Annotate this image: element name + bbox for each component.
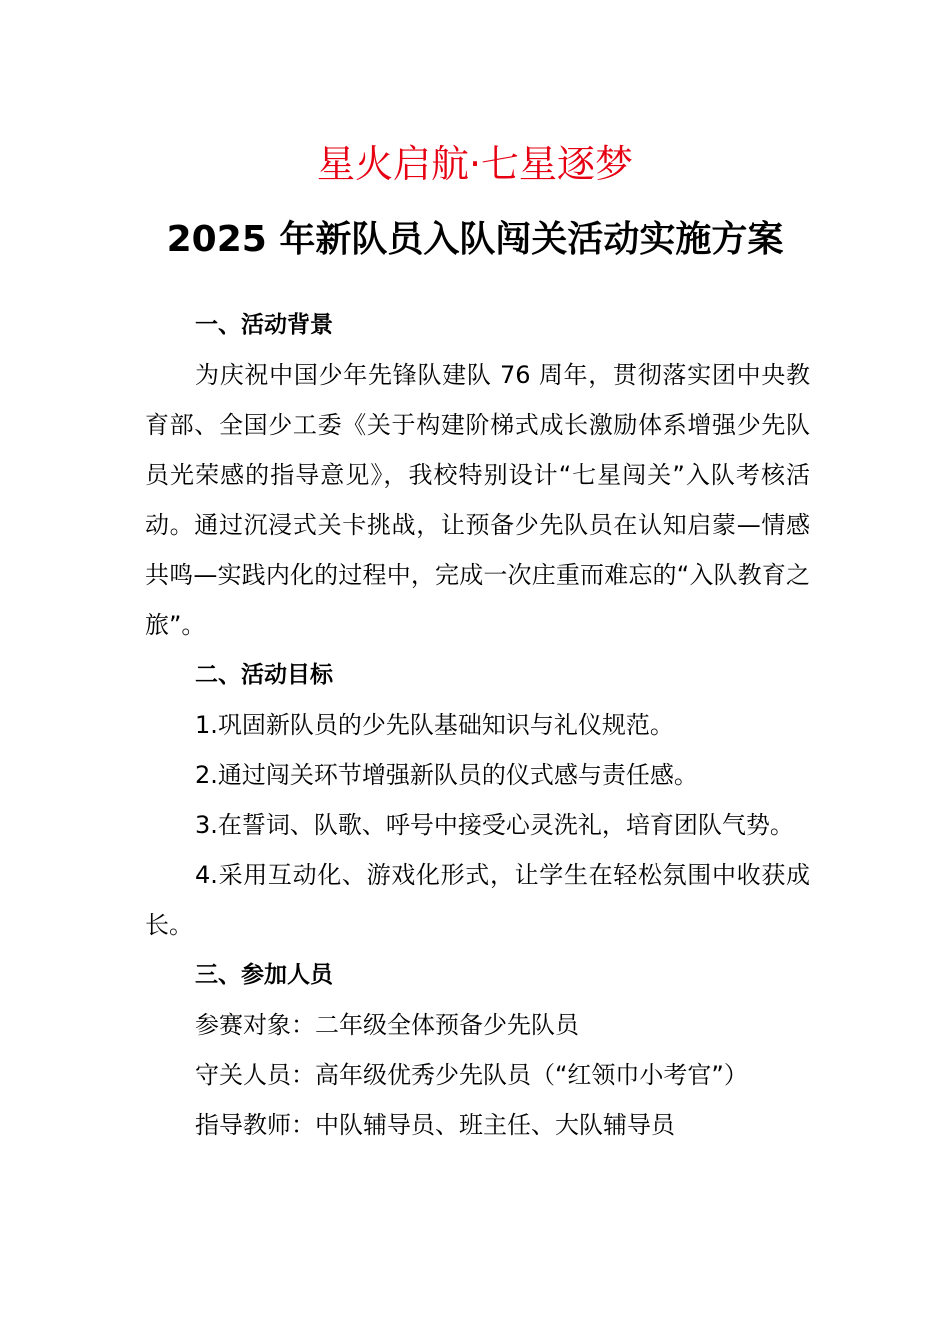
document-subtitle-red: 星火启航·七星逐梦 — [316, 142, 634, 186]
section-heading-background: 一、活动背景 — [195, 312, 333, 338]
section-heading-goals: 二、活动目标 — [195, 662, 333, 688]
paragraph-participants-teachers: 指导教师：中队辅导员、班主任、大队辅导员 — [195, 1111, 675, 1139]
paragraph-goal-2: 2.通过闯关环节增强新队员的仪式感与责任感。 — [195, 761, 698, 789]
document-title: 2025 年新队员入队闯关活动实施方案 — [166, 219, 784, 260]
paragraph-participants-students: 参赛对象：二年级全体预备少先队员 — [195, 1011, 579, 1039]
paragraph-goal-1: 1.巩固新队员的少先队基础知识与礼仪规范。 — [195, 711, 674, 739]
paragraph-participants-guards: 守关人员：高年级优秀少先队员（“红领巾小考官”） — [195, 1061, 748, 1089]
paragraph-goal-4: 4.采用互动化、游戏化形式，让学生在轻松氛围中收获成长。 — [145, 861, 810, 939]
document-body — [145, 300, 810, 1150]
section-heading-participants: 三、参加人员 — [195, 962, 333, 988]
paragraph-goal-3: 3.在誓词、队歌、呼号中接受心灵洗礼，培育团队气势。 — [195, 811, 794, 839]
paragraph-background: 为庆祝中国少年先锋队建队 76 周年，贯彻落实团中央教育部、全国少工委《关于构建阶梯式成长激励体系增强少先队员光荣感的指导意见》，我校特别设计“七星闯关”入队考核活动。通过沉浸式关卡挑战，让预备少先队员在认知启蒙—情感共鸣—实践内化的过程中，完成一次庄重而难忘的“入队教育之旅”。 — [145, 361, 810, 639]
